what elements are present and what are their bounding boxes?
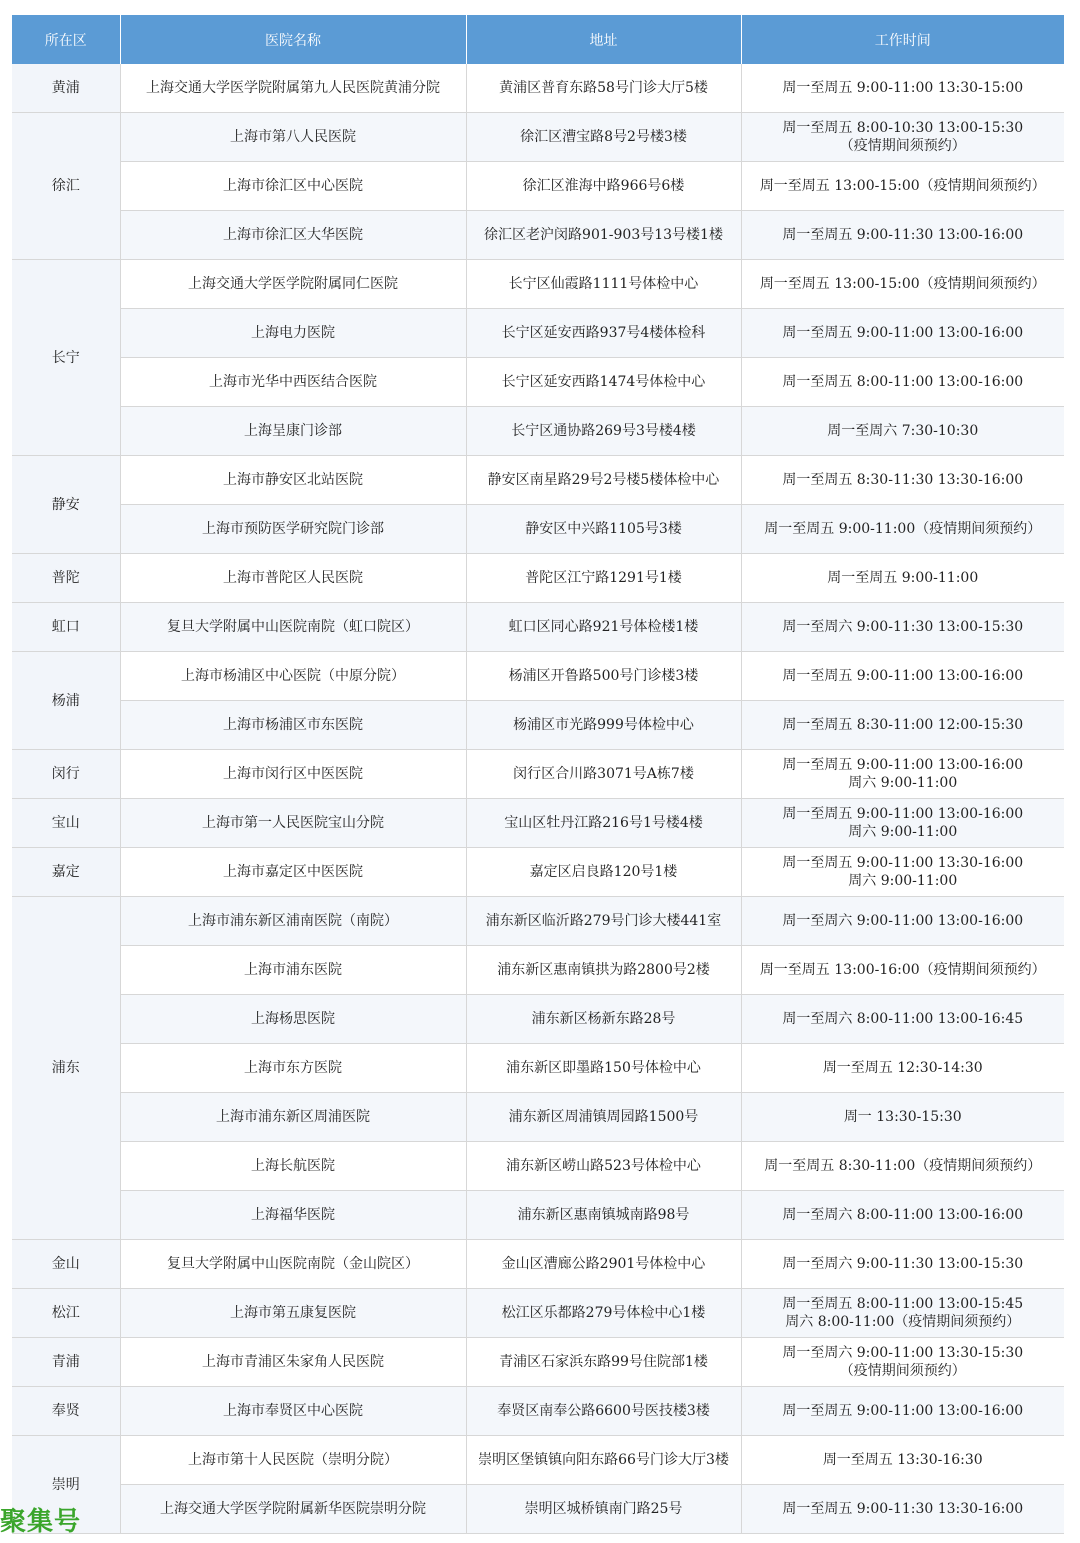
hospital-table [12,15,1064,1534]
table-row [12,260,1064,309]
table-row [12,848,1064,897]
hours-line: 周一至周五 12:30-14:30 [822,1060,983,1076]
table-row [12,162,1064,211]
district-cell: 普陀 [12,554,120,603]
hospital-name-cell: 上海市闵行区中医医院 [120,750,466,799]
address-cell: 奉贤区南奉公路6600号医技楼3楼 [466,1387,741,1436]
hours-line: 周一至周五 9:00-11:00 13:00-16:00 [782,325,1024,341]
hours-cell [741,750,1064,799]
district-cell: 闵行 [12,750,120,799]
hours-line: 周一至周五 13:00-16:00（疫情期间须预约） [759,962,1046,978]
district-cell: 金山 [12,1240,120,1289]
hours-cell [741,1044,1064,1093]
hospital-name-cell: 上海市浦东医院 [120,946,466,995]
hospital-name-cell: 上海市杨浦区中心医院（中原分院） [120,652,466,701]
table-row [12,701,1064,750]
hospital-name-cell: 上海交通大学医学院附属同仁医院 [120,260,466,309]
district-cell: 虹口 [12,603,120,652]
address-cell: 长宁区延安西路937号4楼体检科 [466,309,741,358]
address-cell: 浦东新区周浦镇周园路1500号 [466,1093,741,1142]
table-row [12,1142,1064,1191]
hospital-name-cell: 上海市徐汇区大华医院 [120,211,466,260]
hours-line: 周一至周五 9:00-11:30 13:30-16:00 [782,1501,1024,1517]
table-row [12,554,1064,603]
hours-line: 周六 9:00-11:00 [848,775,958,791]
hospital-name-cell: 上海市浦东新区浦南医院（南院） [120,897,466,946]
district-cell: 松江 [12,1289,120,1338]
hours-line: 周一至周五 13:00-15:00（疫情期间须预约） [759,178,1046,194]
district-cell: 黄浦 [12,64,120,113]
hospital-name-cell: 上海呈康门诊部 [120,407,466,456]
address-cell: 静安区中兴路1105号3楼 [466,505,741,554]
hours-line: 周一至周五 9:00-11:00 13:30-16:00 [782,855,1024,871]
address-cell: 松江区乐都路279号体检中心1楼 [466,1289,741,1338]
address-cell: 静安区南星路29号2号楼5楼体检中心 [466,456,741,505]
address-cell: 宝山区牡丹江路216号1号楼4楼 [466,799,741,848]
header-hours: 工作时间 [741,15,1064,64]
table-row [12,897,1064,946]
hospital-name-cell: 上海长航医院 [120,1142,466,1191]
hours-line: 周一至周六 9:00-11:00 13:00-16:00 [782,913,1024,929]
district-cell: 青浦 [12,1338,120,1387]
hours-line: 周一至周五 8:00-11:00 13:00-16:00 [782,374,1024,390]
hours-line: 周六 9:00-11:00 [848,873,958,889]
hospital-name-cell: 上海市静安区北站医院 [120,456,466,505]
hospital-name-cell: 上海市东方医院 [120,1044,466,1093]
address-cell: 虹口区同心路921号体检楼1楼 [466,603,741,652]
hospital-name-cell: 上海市浦东新区周浦医院 [120,1093,466,1142]
address-cell: 浦东新区崂山路523号体检中心 [466,1142,741,1191]
hospital-name-cell: 上海市第十人民医院（崇明分院） [120,1436,466,1485]
table-row [12,1191,1064,1240]
hours-line: 周一至周五 9:00-11:00 13:00-16:00 [782,668,1024,684]
address-cell: 长宁区延安西路1474号体检中心 [466,358,741,407]
table-row [12,1289,1064,1338]
district-cell: 杨浦 [12,652,120,750]
address-cell: 崇明区堡镇镇向阳东路66号门诊大厅3楼 [466,1436,741,1485]
hours-cell [741,897,1064,946]
address-cell: 浦东新区惠南镇城南路98号 [466,1191,741,1240]
hours-cell [741,1436,1064,1485]
hospital-name-cell: 上海市奉贤区中心医院 [120,1387,466,1436]
hours-cell [741,505,1064,554]
hours-line: 周六 9:00-11:00 [848,824,958,840]
hours-cell [741,113,1064,162]
district-cell: 静安 [12,456,120,554]
hours-line: 周一至周五 8:30-11:00（疫情期间须预约） [764,1158,1042,1174]
hours-line: 周一至周六 9:00-11:30 13:00-15:30 [782,619,1024,635]
table-row [12,1044,1064,1093]
hospital-name-cell: 上海市杨浦区市东医院 [120,701,466,750]
address-cell: 杨浦区开鲁路500号门诊楼3楼 [466,652,741,701]
table-row [12,750,1064,799]
address-cell: 金山区漕廊公路2901号体检中心 [466,1240,741,1289]
hours-line: 周一至周六 8:00-11:00 13:00-16:00 [782,1207,1024,1223]
address-cell: 浦东新区杨新东路28号 [466,995,741,1044]
table-row [12,309,1064,358]
hours-line: 周一至周五 8:30-11:30 13:30-16:00 [782,472,1024,488]
table-row [12,603,1064,652]
district-cell: 嘉定 [12,848,120,897]
hours-cell [741,260,1064,309]
table-row [12,358,1064,407]
table-row [12,995,1064,1044]
hours-cell [741,554,1064,603]
hours-cell [741,211,1064,260]
hours-cell [741,456,1064,505]
address-cell: 闵行区合川路3071号A栋7楼 [466,750,741,799]
district-cell: 奉贤 [12,1387,120,1436]
table-row [12,505,1064,554]
hours-line: 周一至周五 9:00-11:00 13:00-16:00 [782,1403,1024,1419]
table-row [12,407,1064,456]
hours-line: （疫情期间须预约） [839,1363,966,1379]
address-cell: 杨浦区市光路999号体检中心 [466,701,741,750]
hours-line: 周一至周六 9:00-11:30 13:00-15:30 [782,1256,1024,1272]
hours-line: 周一至周五 13:00-15:00（疫情期间须预约） [759,276,1046,292]
hospital-name-cell: 上海市普陀区人民医院 [120,554,466,603]
address-cell: 徐汇区老沪闵路901-903号13号楼1楼 [466,211,741,260]
hours-line: 周一至周五 13:30-16:30 [822,1452,983,1468]
table-row [12,211,1064,260]
hospital-name-cell: 上海福华医院 [120,1191,466,1240]
hours-line: 周一 13:30-15:30 [843,1109,962,1125]
address-cell: 长宁区仙霞路1111号体检中心 [466,260,741,309]
hospital-name-cell: 复旦大学附属中山医院南院（虹口院区） [120,603,466,652]
hospital-name-cell: 上海交通大学医学院附属新华医院崇明分院 [120,1485,466,1534]
hours-cell [741,603,1064,652]
hours-line: 周一至周五 9:00-11:00 [827,570,979,586]
hospital-name-cell: 复旦大学附属中山医院南院（金山院区） [120,1240,466,1289]
hours-line: 周一至周五 8:00-11:00 13:00-15:45 [782,1296,1024,1312]
table-header [12,15,1064,64]
hospital-name-cell: 上海市预防医学研究院门诊部 [120,505,466,554]
hours-cell [741,995,1064,1044]
hours-line: 周一至周六 9:00-11:00 13:30-15:30 [782,1345,1024,1361]
hours-line: 周一至周五 9:00-11:30 13:00-16:00 [782,227,1024,243]
hours-cell [741,848,1064,897]
table-row [12,652,1064,701]
table-body [12,64,1064,1534]
address-cell: 徐汇区漕宝路8号2号楼3楼 [466,113,741,162]
table-row [12,456,1064,505]
hours-line: （疫情期间须预约） [839,138,966,154]
hours-cell [741,162,1064,211]
district-cell: 崇明 [12,1436,120,1534]
hours-cell [741,1485,1064,1534]
hospital-name-cell: 上海市第八人民医院 [120,113,466,162]
district-cell: 长宁 [12,260,120,456]
table-row [12,113,1064,162]
hours-cell [741,1338,1064,1387]
hospital-name-cell: 上海电力医院 [120,309,466,358]
district-cell: 宝山 [12,799,120,848]
hours-cell [741,1191,1064,1240]
hours-line: 周一至周五 9:00-11:00 13:30-15:00 [782,80,1024,96]
address-cell: 长宁区通协路269号3号楼4楼 [466,407,741,456]
address-cell: 黄浦区普育东路58号门诊大厅5楼 [466,64,741,113]
table-row [12,1387,1064,1436]
hours-cell [741,1289,1064,1338]
hospital-name-cell: 上海杨思医院 [120,995,466,1044]
hours-line: 周一至周六 7:30-10:30 [827,423,979,439]
hours-cell [741,799,1064,848]
table-row [12,1240,1064,1289]
watermark-logo: 聚集号 [0,1507,82,1537]
hospital-name-cell: 上海交通大学医学院附属第九人民医院黄浦分院 [120,64,466,113]
address-cell: 青浦区石家浜东路99号住院部1楼 [466,1338,741,1387]
address-cell: 浦东新区临沂路279号门诊大楼441室 [466,897,741,946]
district-cell: 浦东 [12,897,120,1240]
address-cell: 徐汇区淮海中路966号6楼 [466,162,741,211]
table-row [12,946,1064,995]
district-cell: 徐汇 [12,113,120,260]
hours-cell [741,407,1064,456]
hospital-name-cell: 上海市光华中西医结合医院 [120,358,466,407]
hours-line: 周一至周五 9:00-11:00（疫情期间须预约） [764,521,1042,537]
address-cell: 浦东新区即墨路150号体检中心 [466,1044,741,1093]
header-hospital: 医院名称 [120,15,466,64]
hospital-name-cell: 上海市嘉定区中医医院 [120,848,466,897]
header-district: 所在区 [12,15,120,64]
hours-cell [741,1240,1064,1289]
hours-cell [741,1142,1064,1191]
table-row [12,1093,1064,1142]
hours-cell [741,1093,1064,1142]
hours-cell [741,358,1064,407]
table-row [12,1436,1064,1485]
hours-line: 周一至周六 8:00-11:00 13:00-16:45 [782,1011,1024,1027]
hours-cell [741,64,1064,113]
hours-cell [741,652,1064,701]
hours-cell [741,1387,1064,1436]
hospital-name-cell: 上海市徐汇区中心医院 [120,162,466,211]
table-row [12,64,1064,113]
address-cell: 浦东新区惠南镇拱为路2800号2楼 [466,946,741,995]
hours-line: 周一至周五 8:00-10:30 13:00-15:30 [782,120,1024,136]
header-address: 地址 [466,15,741,64]
hospital-name-cell: 上海市青浦区朱家角人民医院 [120,1338,466,1387]
table-row [12,1485,1064,1534]
hours-cell [741,701,1064,750]
table-row [12,1338,1064,1387]
hospital-name-cell: 上海市第五康复医院 [120,1289,466,1338]
hours-cell [741,309,1064,358]
hours-line: 周一至周五 8:30-11:00 12:00-15:30 [782,717,1024,733]
address-cell: 普陀区江宁路1291号1楼 [466,554,741,603]
hospital-name-cell: 上海市第一人民医院宝山分院 [120,799,466,848]
address-cell: 崇明区城桥镇南门路25号 [466,1485,741,1534]
hours-line: 周一至周五 9:00-11:00 13:00-16:00 [782,757,1024,773]
hours-cell [741,946,1064,995]
address-cell: 嘉定区启良路120号1楼 [466,848,741,897]
hours-line: 周六 8:00-11:00（疫情期间须预约） [785,1314,1021,1330]
table-row [12,799,1064,848]
hours-line: 周一至周五 9:00-11:00 13:00-16:00 [782,806,1024,822]
